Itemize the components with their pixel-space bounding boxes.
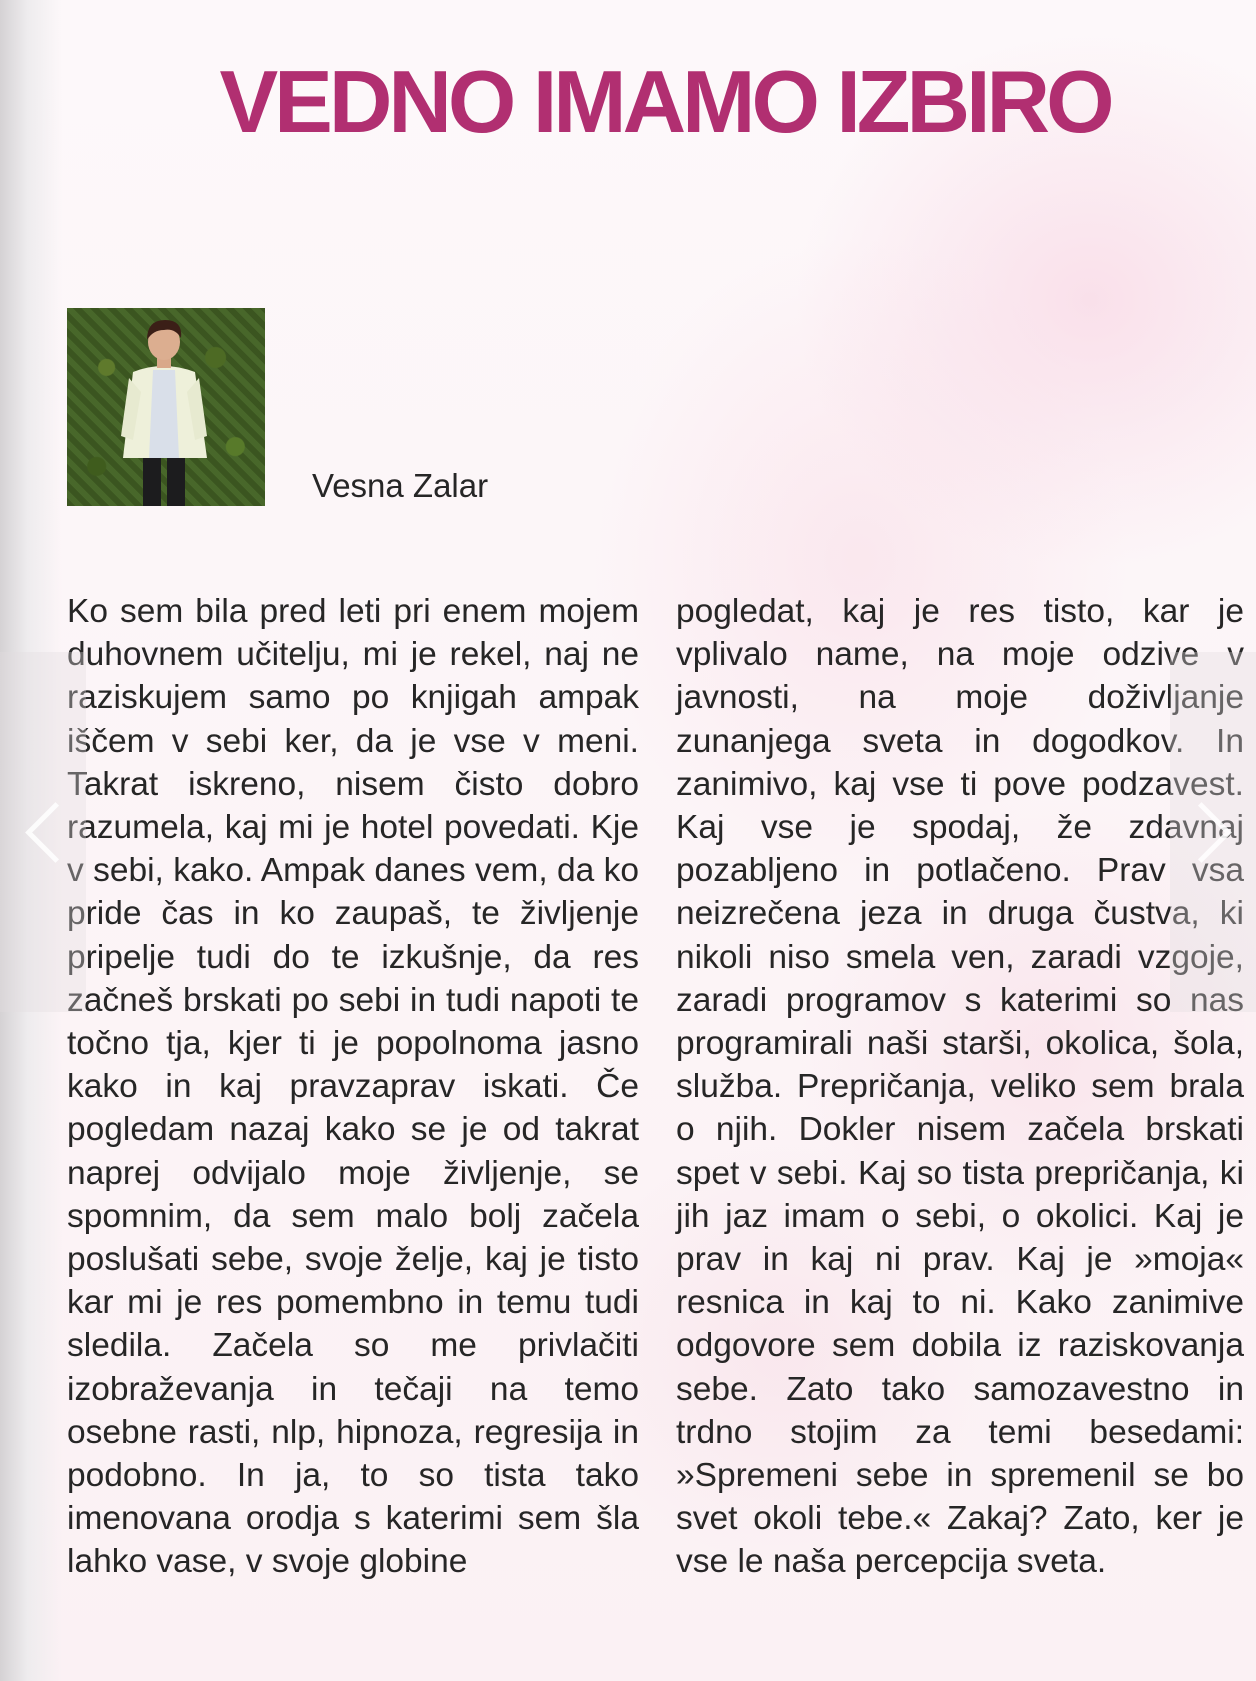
chevron-left-icon (25, 802, 86, 863)
article-column-left: Ko sem bila pred leti pri enem mojem duhovnem učitelju, mi je rekel, naj ne raziskujem samo po knjigah ampak iščem v sebi ker, da je vse v meni. Takrat iskreno, nisem čisto dobro razumela, kaj mi je hotel povedati. Kje v sebi, kako. Ampak danes vem, da ko pride čas in ko zaupaš, te življenje pripelje tudi do te izkušnje, da res začneš brskati po sebi in tudi napoti te točno tja, kjer ti je popolnoma jasno kako in kaj pravzaprav iskati. Če pogledam nazaj kako se je od takrat naprej odvijalo moje življenje, se spomnim, da sem malo bolj začela poslušati sebe, svoje želje, kaj je tisto kar mi je res pomembno in temu tudi sledila. Začela so me privlačiti izobraževanja in tečaji na temo osebne rasti, nlp, hipnoza, regresija in podobno. In ja, to so tista tako imenovana orodja s katerimi sem šla lahko vase, v svoje globine (67, 593, 639, 1581)
next-page-button[interactable] (1170, 652, 1256, 1012)
author-photo (67, 308, 265, 506)
author-name: Vesna Zalar (312, 467, 489, 504)
chevron-right-icon (1171, 802, 1232, 863)
article-column-right: pogledat, kaj je res tisto, kar je vplivalo name, na moje odzive v javnosti, na moje doživljanje zunanjega sveta in dogodkov. In zanimivo, kaj vse ti pove podzavest. Kaj vse je spodaj, že zdavnaj pozabljeno in potlačeno. Prav vsa neizrečena jeza in druga čustva, ki nikoli niso smela ven, zaradi vzgoje, zaradi programov s katerimi so nas programirali naši starši, okolica, šola, služba. Prepričanja, veliko sem brala o njih. Dokler nisem začela brskati spet v sebi. Kaj so tista prepričanja, ki jih jaz imam o sebi, o okolici. Kaj je prav in kaj ni prav. Kaj je »moja« resnica in kaj to ni. Kako zanimive odgovore sem dobila iz raziskovanja sebe. Zato tako samozavestno in trdno stojim za temi besedami: »Spremeni sebe in spremenil se bo svet okoli tebe.« Zakaj? Zato, ker je vse le naša percepcija sveta. (676, 593, 1244, 1581)
previous-page-button[interactable] (0, 652, 86, 1012)
article-title: VEDNO IMAMO IZBIRO (219, 52, 1111, 151)
